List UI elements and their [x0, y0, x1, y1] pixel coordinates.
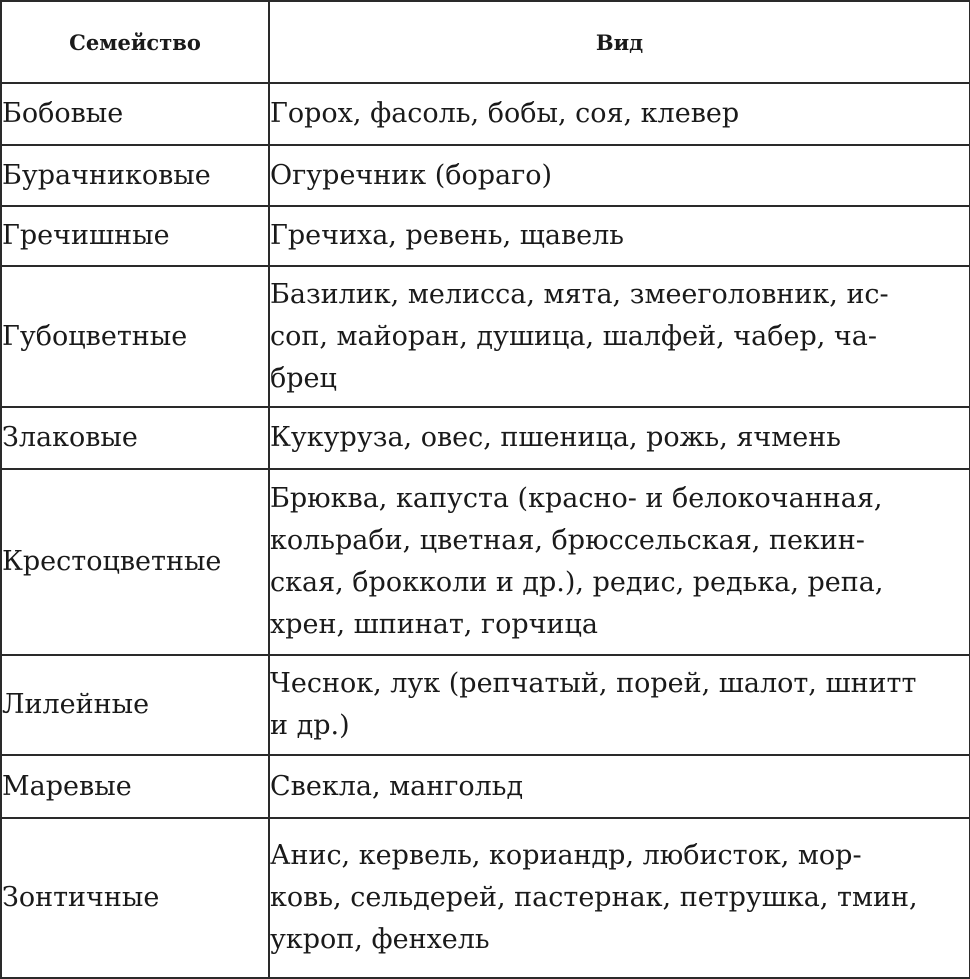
species-cell — [269, 755, 970, 818]
header-row — [1, 1, 970, 83]
family-cell: Губоцветные — [1, 266, 269, 407]
family-cell: Бобовые — [1, 83, 269, 145]
family-cell: Злаковые — [1, 407, 269, 469]
species-cell — [269, 145, 970, 206]
species-line: кольраби, цветная, брюссельская, пекин- — [270, 525, 865, 556]
species-line: Кукуруза, овес, пшеница, рожь, ячмень — [270, 422, 841, 453]
species-line: ская, брокколи и др.), редис, редька, репа, — [270, 567, 884, 598]
species-line: Свекла, мангольд — [270, 770, 524, 802]
table-row — [1, 145, 970, 206]
species-line: Базилик, мелисса, мята, змееголовник, ис- — [270, 278, 889, 310]
species-cell — [269, 266, 970, 407]
family-cell: Маревые — [1, 755, 269, 818]
header-species: Вид — [269, 1, 970, 83]
family-cell: Лилейные — [1, 655, 269, 755]
table-row — [1, 407, 970, 469]
header-family: Семейство — [1, 1, 269, 83]
species-cell — [269, 83, 970, 145]
species-line: Чеснок, лук (репчатый, порей, шалот, шнитт — [270, 668, 917, 699]
species-line: брец — [270, 362, 337, 394]
family-cell: Гречишные — [1, 206, 269, 266]
species-line: укроп, фенхель — [270, 924, 490, 955]
species-line: хрен, шпинат, горчица — [270, 609, 598, 640]
table-row — [1, 469, 970, 655]
table-row — [1, 266, 970, 407]
species-line: Огуречник (бораго) — [270, 159, 553, 191]
table-row — [1, 206, 970, 266]
species-line: и др.) — [270, 710, 350, 741]
table-row — [1, 655, 970, 755]
table-row — [1, 818, 970, 978]
species-cell — [269, 818, 970, 978]
species-line: ковь, сельдерей, пастернак, петрушка, тмин, — [270, 882, 918, 913]
species-cell — [269, 407, 970, 469]
species-line: Горох, фасоль, бобы, соя, клевер — [270, 98, 740, 129]
species-cell — [269, 469, 970, 655]
table-row — [1, 755, 970, 818]
species-line: Анис, кервель, кориандр, любисток, мор- — [270, 840, 862, 871]
family-cell: Бурачниковые — [1, 145, 269, 206]
family-cell: Зонтичные — [1, 818, 269, 978]
table-row — [1, 83, 970, 145]
species-cell — [269, 655, 970, 755]
species-line: Брюква, капуста (красно- и белокочанная, — [270, 483, 883, 514]
species-line: соп, майоран, душица, шалфей, чабер, ча- — [270, 320, 877, 352]
family-cell: Крестоцветные — [1, 469, 269, 655]
species-cell — [269, 206, 970, 266]
species-line: Гречиха, ревень, щавель — [270, 220, 625, 251]
